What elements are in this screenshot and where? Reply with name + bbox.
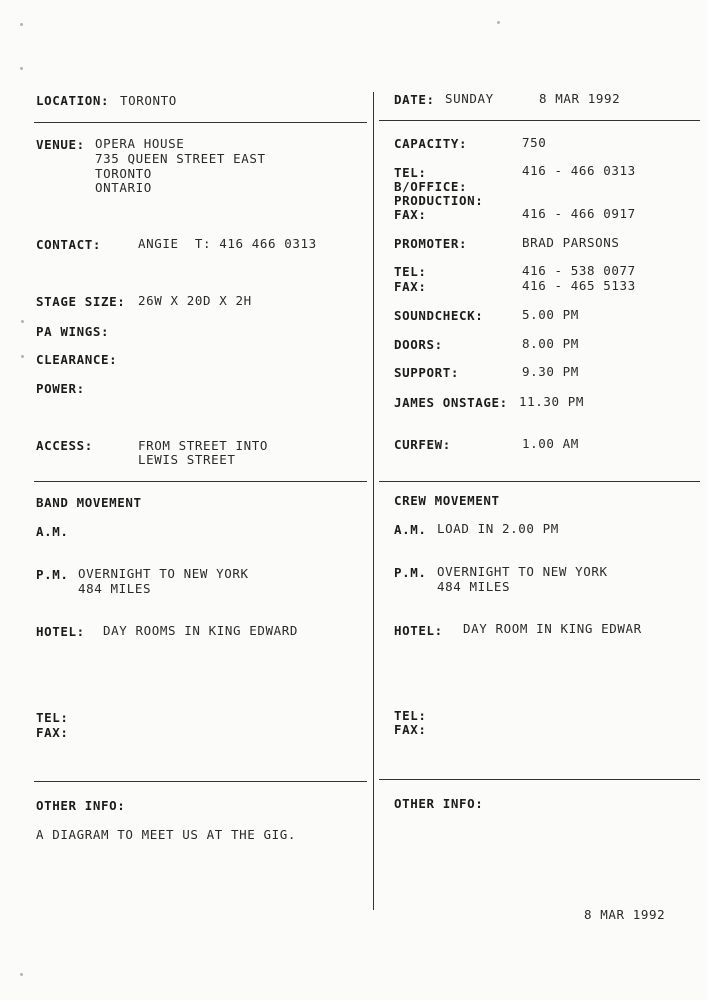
promoter-value: BRAD PARSONS <box>522 235 620 250</box>
support-value: 9.30 PM <box>522 364 579 379</box>
band-pm-label: P.M. <box>36 567 69 582</box>
punch-mark <box>20 973 23 976</box>
crew-hotel-value: DAY ROOM IN KING EDWAR <box>463 621 642 636</box>
doors-value: 8.00 PM <box>522 336 579 351</box>
band-pm-line: OVERNIGHT TO NEW YORK <box>78 566 249 581</box>
band-other-info-label: OTHER INFO: <box>36 798 126 813</box>
onstage-value: 11.30 PM <box>519 394 585 409</box>
curfew-label: CURFEW: <box>394 437 451 452</box>
mid-rule-right <box>379 481 700 482</box>
curfew-value: 1.00 AM <box>522 436 579 451</box>
top-rule-right <box>379 120 700 121</box>
band-fax-label: FAX: <box>36 725 69 740</box>
punch-mark <box>20 67 23 70</box>
venue-tel-value: 416 - 466 0313 <box>522 163 636 178</box>
boffice-label: B/OFFICE: <box>394 179 468 194</box>
lower-rule-left <box>34 781 367 782</box>
promoter-label: PROMOTER: <box>394 236 468 251</box>
date-value: 8 MAR 1992 <box>539 91 621 106</box>
venue-fax-label: FAX: <box>394 207 427 222</box>
band-hotel-value: DAY ROOMS IN KING EDWARD <box>103 623 299 638</box>
stage-size-value: 26W X 20D X 2H <box>138 293 252 308</box>
capacity-value: 750 <box>522 135 547 150</box>
date-day: SUNDAY <box>445 91 494 106</box>
contact-value: ANGIE T: 416 466 0313 <box>138 236 317 251</box>
crew-movement-heading: CREW MOVEMENT <box>394 493 500 508</box>
crew-am-label: A.M. <box>394 522 427 537</box>
mid-rule-left <box>34 481 367 482</box>
venue-line: 735 QUEEN STREET EAST <box>95 151 266 166</box>
date-label: DATE: <box>394 92 435 107</box>
band-tel-label: TEL: <box>36 710 69 725</box>
location-value: TORONTO <box>120 93 177 108</box>
crew-hotel-label: HOTEL: <box>394 623 443 638</box>
stage-size-label: STAGE SIZE: <box>36 294 126 309</box>
band-movement-heading: BAND MOVEMENT <box>36 495 142 510</box>
center-divider <box>373 92 374 910</box>
venue-line: OPERA HOUSE <box>95 136 185 151</box>
promoter-tel-value: 416 - 538 0077 <box>522 263 636 278</box>
venue-line: TORONTO <box>95 166 152 181</box>
promoter-fax-label: FAX: <box>394 279 427 294</box>
access-label: ACCESS: <box>36 438 93 453</box>
crew-pm-label: P.M. <box>394 565 427 580</box>
access-line: FROM STREET INTO <box>138 438 269 453</box>
venue-tel-label: TEL: <box>394 165 427 180</box>
punch-mark <box>497 21 500 24</box>
band-other-info-value: A DIAGRAM TO MEET US AT THE GIG. <box>36 827 297 842</box>
doors-label: DOORS: <box>394 337 443 352</box>
contact-label: CONTACT: <box>36 237 102 252</box>
crew-pm-line: OVERNIGHT TO NEW YORK <box>437 564 608 579</box>
venue-fax-value: 416 - 466 0917 <box>522 206 636 221</box>
footer-date: 8 MAR 1992 <box>584 907 666 922</box>
crew-am-value: LOAD IN 2.00 PM <box>437 521 559 536</box>
soundcheck-label: SOUNDCHECK: <box>394 308 484 323</box>
production-label: PRODUCTION: <box>394 193 484 208</box>
top-rule-left <box>34 122 367 123</box>
punch-mark <box>21 355 24 358</box>
lower-rule-right <box>379 779 700 780</box>
pa-wings-label: PA WINGS: <box>36 324 110 339</box>
punch-mark <box>21 320 24 323</box>
band-hotel-label: HOTEL: <box>36 624 85 639</box>
onstage-label: JAMES ONSTAGE: <box>394 395 508 410</box>
crew-other-info-label: OTHER INFO: <box>394 796 484 811</box>
capacity-label: CAPACITY: <box>394 136 468 151</box>
access-line: LEWIS STREET <box>138 452 236 467</box>
crew-pm-line: 484 MILES <box>437 579 511 594</box>
power-label: POWER: <box>36 381 85 396</box>
clearance-label: CLEARANCE: <box>36 352 118 367</box>
location-label: LOCATION: <box>36 93 110 108</box>
band-am-label: A.M. <box>36 524 69 539</box>
support-label: SUPPORT: <box>394 365 460 380</box>
crew-tel-label: TEL: <box>394 708 427 723</box>
soundcheck-value: 5.00 PM <box>522 307 579 322</box>
promoter-tel-label: TEL: <box>394 264 427 279</box>
venue-line: ONTARIO <box>95 180 152 195</box>
crew-fax-label: FAX: <box>394 722 427 737</box>
promoter-fax-value: 416 - 465 5133 <box>522 278 636 293</box>
band-pm-line: 484 MILES <box>78 581 152 596</box>
venue-label: VENUE: <box>36 137 85 152</box>
punch-mark <box>20 23 23 26</box>
